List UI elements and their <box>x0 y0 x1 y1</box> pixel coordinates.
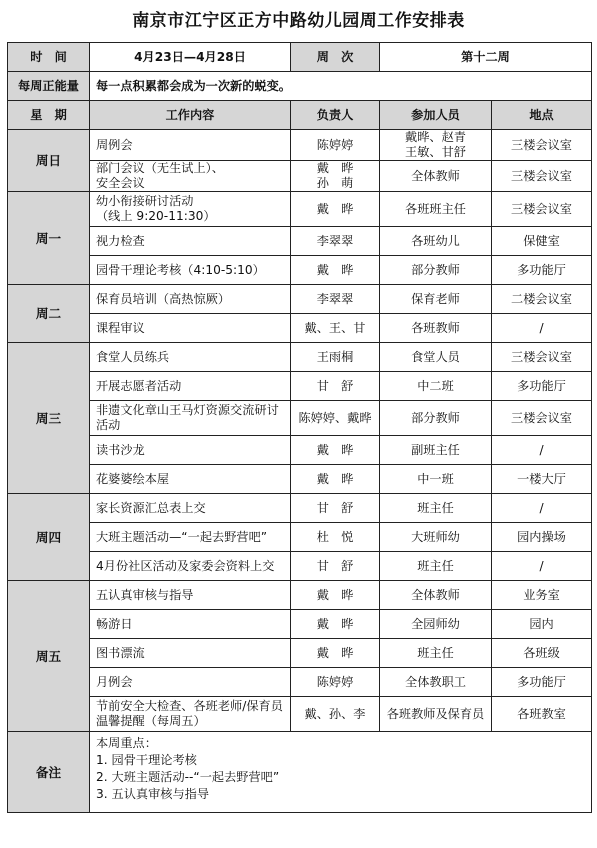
location-cell: / <box>492 552 592 581</box>
location-cell: 三楼会议室 <box>492 130 592 161</box>
owner-cell: 戴 晔 <box>291 192 380 227</box>
content-cell: 开展志愿者活动 <box>90 372 291 401</box>
content-cell: 大班主题活动—“一起去野营吧” <box>90 523 291 552</box>
owner-cell: 戴 晔 <box>291 256 380 285</box>
content-cell: 家长资源汇总表上交 <box>90 494 291 523</box>
location-cell: 保健室 <box>492 227 592 256</box>
location-cell: 二楼会议室 <box>492 285 592 314</box>
content-cell: 幼小衔接研讨活动 （线上 9:20-11:30） <box>90 192 291 227</box>
location-cell: 三楼会议室 <box>492 192 592 227</box>
table-row <box>8 697 592 732</box>
content-cell: 花婆婆绘本屋 <box>90 465 291 494</box>
location-cell: 各班教室 <box>492 697 592 732</box>
participants-cell: 部分教师 <box>380 256 492 285</box>
location-cell: 一楼大厅 <box>492 465 592 494</box>
notes-item: 3. 五认真审核与指导 <box>96 787 210 801</box>
owner-cell: 戴 晔 <box>291 436 380 465</box>
participants-cell: 食堂人员 <box>380 343 492 372</box>
notes-item: 2. 大班主题活动--“一起去野营吧” <box>96 770 280 784</box>
table-row <box>8 552 592 581</box>
location-cell: / <box>492 314 592 343</box>
participants-cell: 各班教师及保育员 <box>380 697 492 732</box>
week-label: 周 次 <box>291 43 380 72</box>
table-row <box>8 256 592 285</box>
location-cell: 园内操场 <box>492 523 592 552</box>
location-cell: 园内 <box>492 610 592 639</box>
day-cell: 周四 <box>8 494 90 581</box>
owner-cell: 戴 晔 <box>291 610 380 639</box>
participants-cell: 班主任 <box>380 552 492 581</box>
motto-label: 每周正能量 <box>8 72 90 101</box>
owner-cell: 陈婷婷 <box>291 130 380 161</box>
content-cell: 部门会议（无生试上）、 安全会议 <box>90 161 291 192</box>
participants-cell: 全体教师 <box>380 581 492 610</box>
participants-cell: 部分教师 <box>380 401 492 436</box>
time-label: 时 间 <box>8 43 90 72</box>
content-cell: 月例会 <box>90 668 291 697</box>
table-row <box>8 494 592 523</box>
content-cell: 非遗文化章山王马灯资源交流研讨活动 <box>90 401 291 436</box>
owner-cell: 甘 舒 <box>291 494 380 523</box>
participants-cell: 副班主任 <box>380 436 492 465</box>
col-owner: 负责人 <box>291 101 380 130</box>
time-row <box>8 43 592 72</box>
table-row <box>8 465 592 494</box>
motto-value: 每一点积累都会成为一次新的蜕变。 <box>90 72 592 101</box>
owner-cell: 李翠翠 <box>291 285 380 314</box>
content-cell: 保育员培训（高热惊厥） <box>90 285 291 314</box>
owner-cell: 陈婷婷 <box>291 668 380 697</box>
owner-cell: 甘 舒 <box>291 372 380 401</box>
table-row <box>8 130 592 161</box>
column-header-row <box>8 101 592 130</box>
location-cell: 业务室 <box>492 581 592 610</box>
content-cell: 食堂人员练兵 <box>90 343 291 372</box>
content-cell: 课程审议 <box>90 314 291 343</box>
table-row <box>8 285 592 314</box>
owner-cell: 戴 晔 <box>291 581 380 610</box>
owner-cell: 甘 舒 <box>291 552 380 581</box>
location-cell: 多功能厅 <box>492 372 592 401</box>
table-row <box>8 610 592 639</box>
day-cell: 周日 <box>8 130 90 192</box>
notes-cell <box>90 732 592 813</box>
location-cell: / <box>492 436 592 465</box>
content-cell: 图书漂流 <box>90 639 291 668</box>
participants-cell: 全体教师 <box>380 161 492 192</box>
table-row <box>8 343 592 372</box>
owner-cell: 戴 晔 <box>291 639 380 668</box>
owner-cell: 杜 悦 <box>291 523 380 552</box>
participants-cell: 全园师幼 <box>380 610 492 639</box>
owner-cell: 戴 晔 <box>291 465 380 494</box>
col-content: 工作内容 <box>90 101 291 130</box>
owner-cell: 王雨桐 <box>291 343 380 372</box>
schedule-table <box>7 42 592 813</box>
table-row <box>8 401 592 436</box>
participants-cell: 大班师幼 <box>380 523 492 552</box>
content-cell: 周例会 <box>90 130 291 161</box>
day-cell: 周一 <box>8 192 90 285</box>
day-cell: 周三 <box>8 343 90 494</box>
table-row <box>8 436 592 465</box>
owner-cell: 陈婷婷、戴晔 <box>291 401 380 436</box>
content-cell: 节前安全大检查、各班老师/保育员温馨提醒（每周五） <box>90 697 291 732</box>
participants-cell: 各班班主任 <box>380 192 492 227</box>
participants-cell: 班主任 <box>380 494 492 523</box>
owner-cell: 戴、王、甘 <box>291 314 380 343</box>
location-cell: 多功能厅 <box>492 668 592 697</box>
content-cell: 园骨干理论考核（4:10-5:10） <box>90 256 291 285</box>
motto-row <box>8 72 592 101</box>
week-value: 第十二周 <box>380 43 592 72</box>
owner-cell: 李翠翠 <box>291 227 380 256</box>
col-participants: 参加人员 <box>380 101 492 130</box>
notes-item: 1. 园骨干理论考核 <box>96 753 197 767</box>
table-row <box>8 161 592 192</box>
location-cell: 三楼会议室 <box>492 161 592 192</box>
participants-cell: 保育老师 <box>380 285 492 314</box>
table-row <box>8 192 592 227</box>
location-cell: 三楼会议室 <box>492 401 592 436</box>
content-cell: 畅游日 <box>90 610 291 639</box>
location-cell: 三楼会议室 <box>492 343 592 372</box>
owner-cell: 戴、孙、李 <box>291 697 380 732</box>
time-value: 4月23日—4月28日 <box>90 43 291 72</box>
col-location: 地点 <box>492 101 592 130</box>
participants-cell: 戴晔、赵青 王敏、甘舒 <box>380 130 492 161</box>
table-row <box>8 227 592 256</box>
table-row <box>8 581 592 610</box>
table-row <box>8 523 592 552</box>
content-cell: 视力检查 <box>90 227 291 256</box>
participants-cell: 中二班 <box>380 372 492 401</box>
content-cell: 读书沙龙 <box>90 436 291 465</box>
page-title: 南京市江宁区正方中路幼儿园周工作安排表 <box>132 11 465 31</box>
notes-heading: 本周重点： <box>96 736 157 750</box>
notes-label: 备注 <box>8 732 90 813</box>
owner-cell: 戴 晔 孙 萌 <box>291 161 380 192</box>
participants-cell: 班主任 <box>380 639 492 668</box>
location-cell: 各班级 <box>492 639 592 668</box>
participants-cell: 中一班 <box>380 465 492 494</box>
location-cell: / <box>492 494 592 523</box>
table-row <box>8 314 592 343</box>
table-row <box>8 668 592 697</box>
location-cell: 多功能厅 <box>492 256 592 285</box>
participants-cell: 全体教职工 <box>380 668 492 697</box>
content-cell: 五认真审核与指导 <box>90 581 291 610</box>
participants-cell: 各班幼儿 <box>380 227 492 256</box>
table-row <box>8 639 592 668</box>
day-cell: 周五 <box>8 581 90 732</box>
participants-cell: 各班教师 <box>380 314 492 343</box>
table-row <box>8 372 592 401</box>
content-cell: 4月份社区活动及家委会资料上交 <box>90 552 291 581</box>
notes-row <box>8 732 592 813</box>
col-day: 星 期 <box>8 101 90 130</box>
day-cell: 周二 <box>8 285 90 343</box>
